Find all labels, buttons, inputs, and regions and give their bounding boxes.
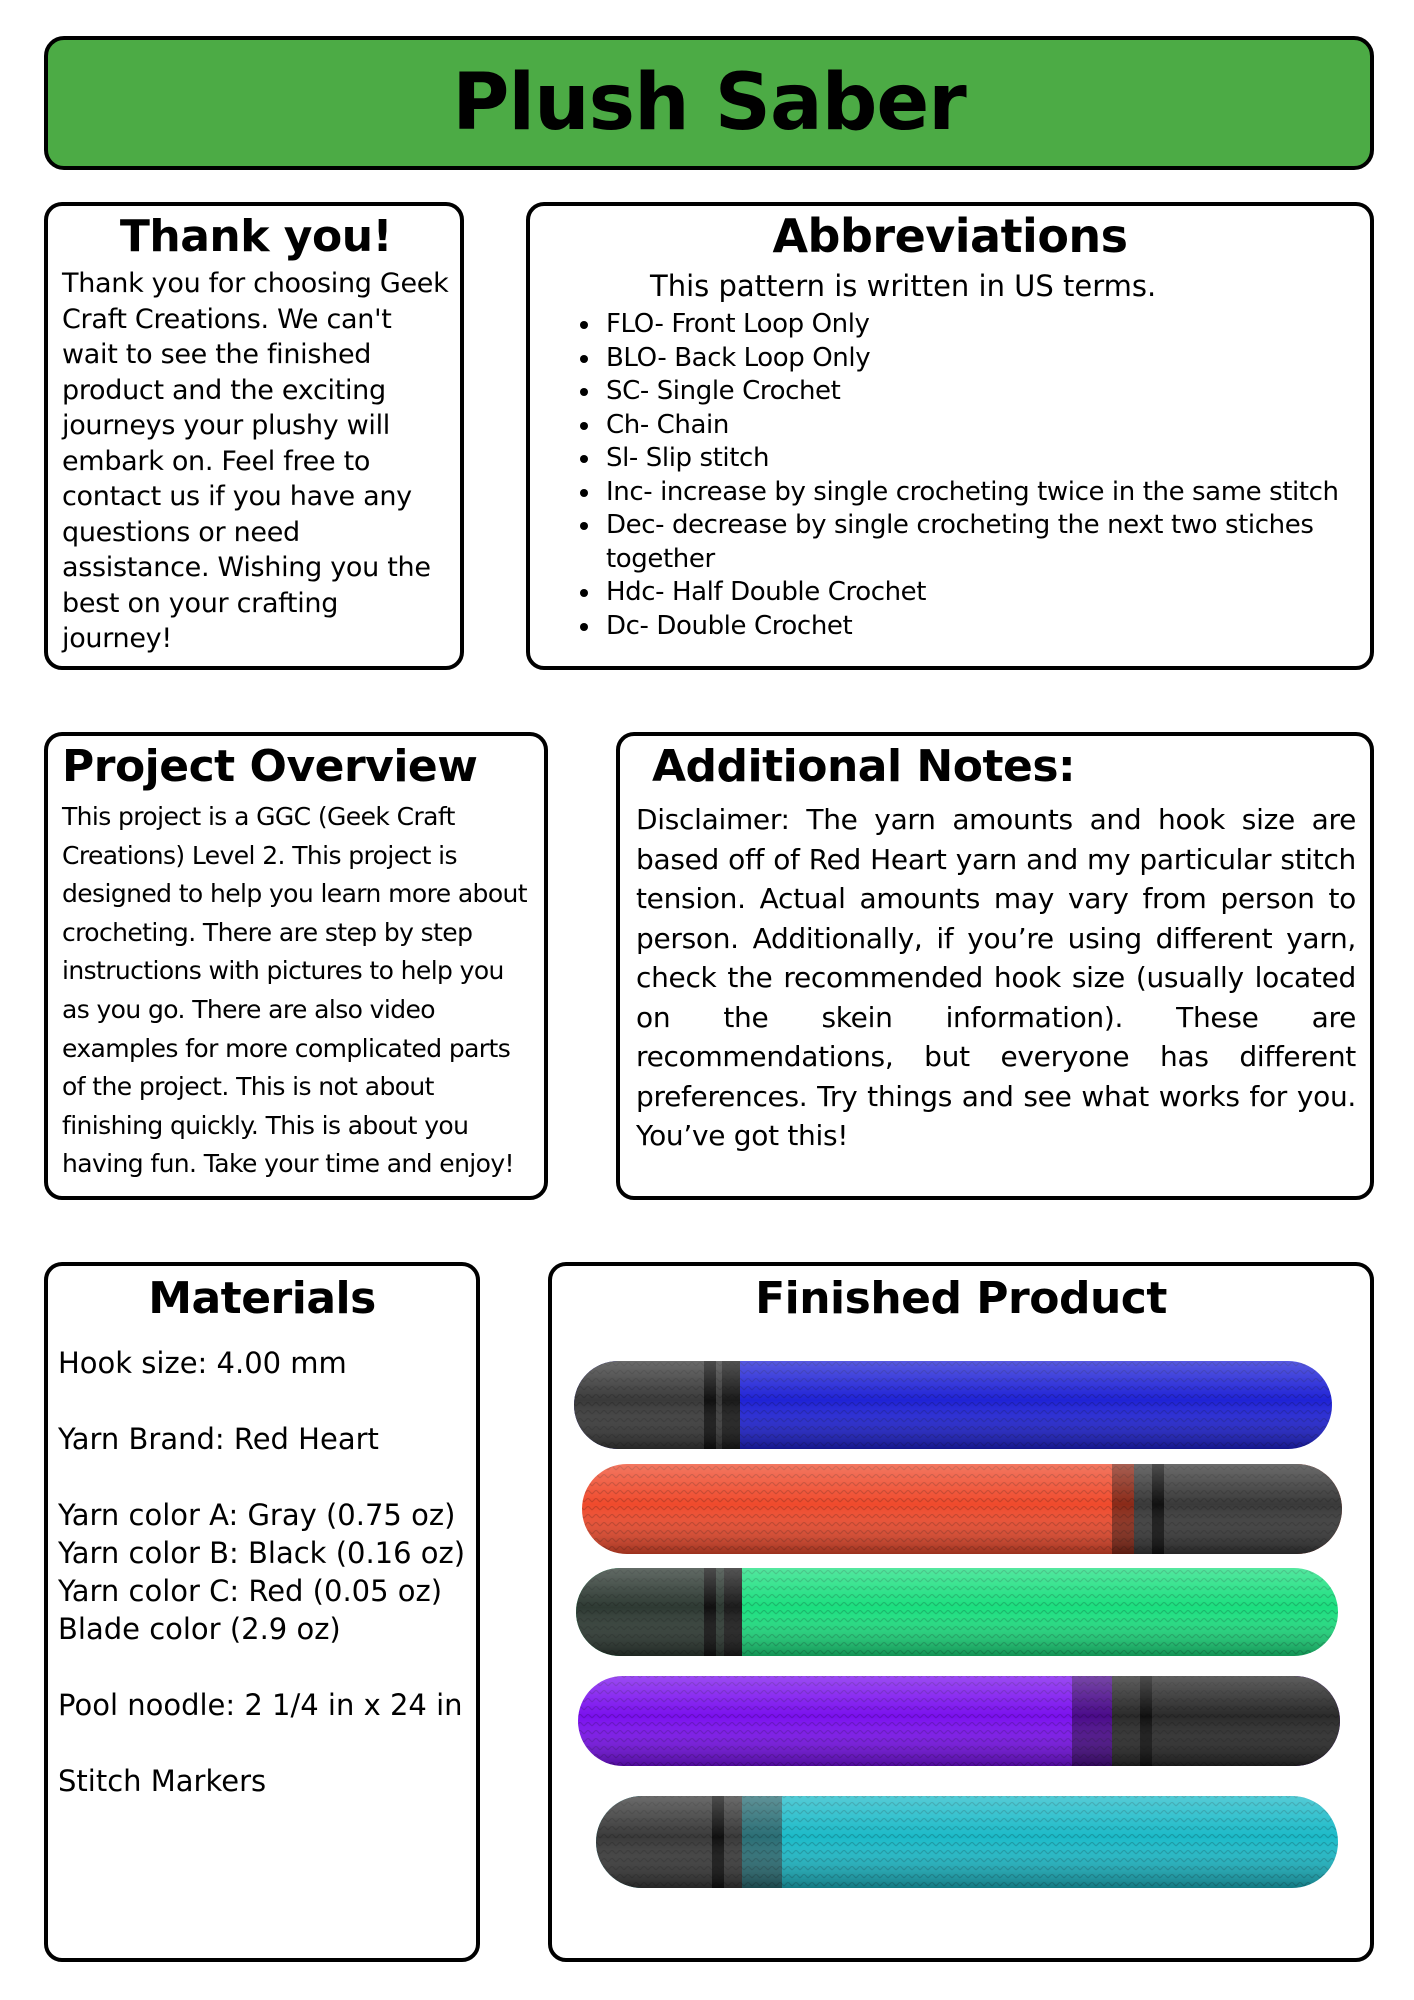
saber-teal: [596, 1796, 1338, 1888]
blade-color: Blade color (2.9 oz): [58, 1612, 341, 1646]
saber-blue: [574, 1361, 1332, 1449]
page-title: Plush Saber: [452, 58, 966, 148]
finished-sabers-image: [552, 1266, 1378, 1966]
finished-product-section: [548, 1262, 1374, 1962]
thank-you-section: [44, 202, 464, 670]
saber-orange: [582, 1464, 1342, 1554]
abbreviations-section: [526, 202, 1374, 670]
abbreviation-item: • Hdc- Half Double Crochet: [602, 576, 1350, 610]
yarn-color-a: Yarn color A: Gray (0.75 oz): [58, 1498, 456, 1532]
project-overview-body: This project is a GGC (Geek Craft Creations) Level 2. This project is designed to help you learn more about crocheting. There are step by step instructions with pictures to help you as you go. There are also video examples for more complicated parts of the project. This is not about finishing quickly. This is about you having fun. Take your time and enjoy!: [62, 802, 527, 1179]
abbreviations-list: [550, 308, 1350, 643]
abbreviations-note: This pattern is written in US terms.: [650, 269, 1157, 303]
project-overview-heading: Project Overview: [62, 741, 478, 792]
title-banner: [44, 36, 1374, 170]
saber-purple: [578, 1676, 1340, 1766]
abbreviation-item: • BLO- Back Loop Only: [602, 342, 1350, 376]
abbreviation-item: • SC- Single Crochet: [602, 375, 1350, 409]
stitch-markers: Stitch Markers: [58, 1764, 267, 1798]
abbreviation-item: • FLO- Front Loop Only: [602, 308, 1350, 342]
additional-notes-heading: Additional Notes:: [652, 741, 1076, 792]
hook-size: Hook size: 4.00 mm: [58, 1346, 347, 1380]
yarn-color-c: Yarn color C: Red (0.05 oz): [58, 1574, 443, 1608]
abbreviation-item: • Ch- Chain: [602, 409, 1350, 443]
abbreviation-item: • Dc- Double Crochet: [602, 610, 1350, 644]
project-overview-section: [44, 732, 548, 1200]
materials-heading: Materials: [148, 1273, 376, 1324]
thank-you-body: Thank you for choosing Geek Craft Creations. We can't wait to see the finished product and the exciting journeys your plushy will embark on. Feel free to contact us if you have any questions or need assistance. Wishing you the best on your crafting journey!: [62, 268, 449, 654]
abbreviation-item: • Inc- increase by single crocheting twice in the same stitch: [602, 476, 1350, 510]
yarn-brand: Yarn Brand: Red Heart: [58, 1422, 379, 1456]
yarn-color-b: Yarn color B: Black (0.16 oz): [58, 1536, 466, 1570]
pool-noodle: Pool noodle: 2 1/4 in x 24 in: [58, 1688, 463, 1722]
additional-notes-section: [616, 732, 1374, 1200]
abbreviation-item: • Dec- decrease by single crocheting the next two stiches together: [602, 509, 1350, 576]
materials-section: [44, 1262, 480, 1962]
additional-notes-body: Disclaimer: The yarn amounts and hook size are based off of Red Heart yarn and my particular stitch tension. Actual amounts may vary from person to person. Additionally, if you’re using different yarn, check the recommended hook size (usually located on the skein information). These are recommendations, but everyone has different preferences. Try things and see what works for you. You’ve got this!: [636, 803, 1356, 1152]
abbreviations-heading: Abbreviations: [772, 209, 1128, 263]
thank-you-heading: Thank you!: [119, 211, 393, 262]
saber-green: [576, 1568, 1338, 1656]
abbreviation-item: • Sl- Slip stitch: [602, 442, 1350, 476]
finished-product-heading: Finished Product: [755, 1273, 1167, 1324]
